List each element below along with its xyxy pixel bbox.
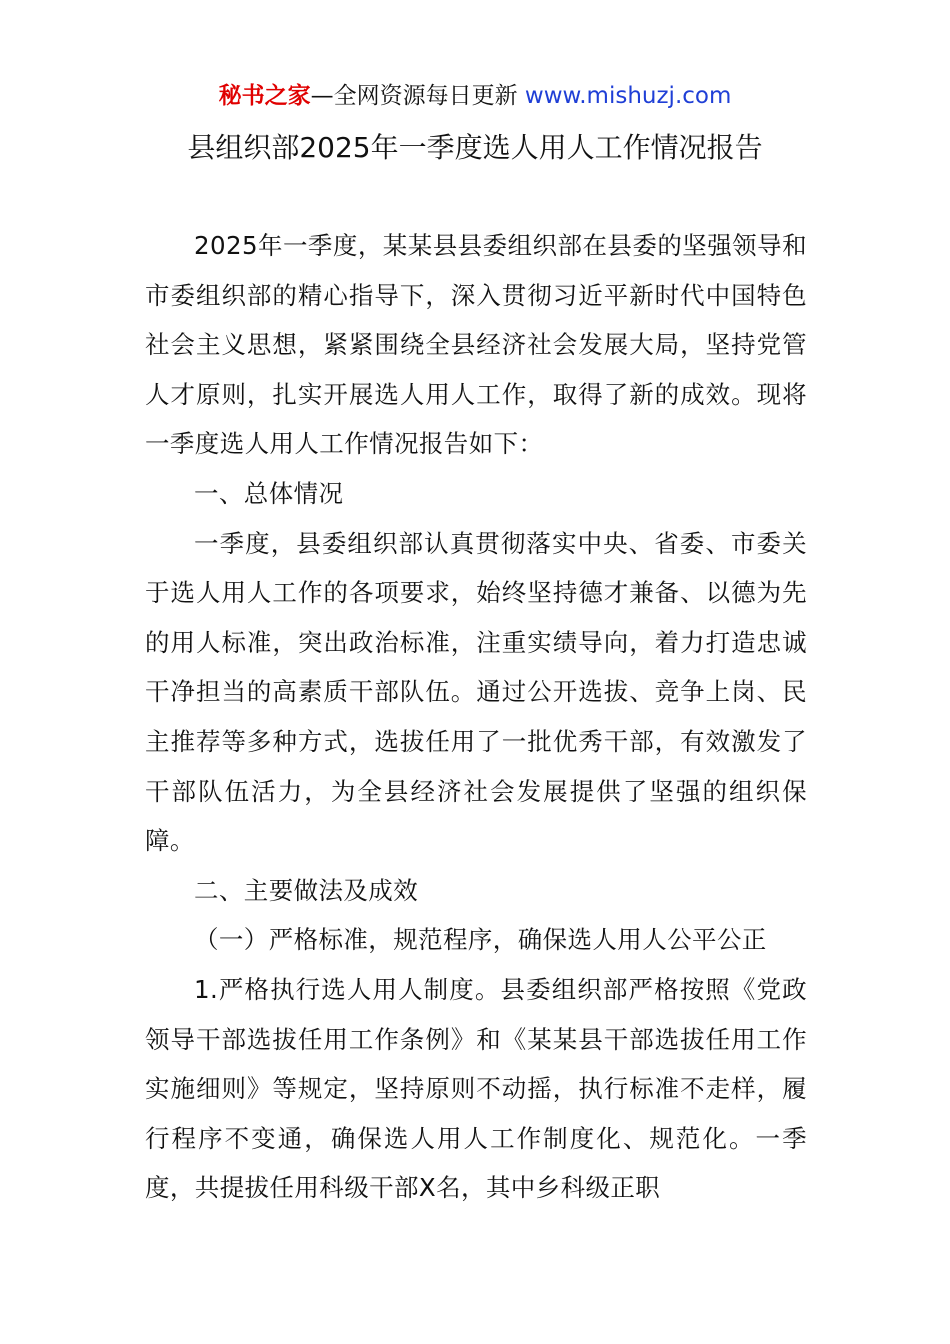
site-name: 秘书之家: [218, 83, 311, 109]
site-header: [0, 80, 950, 112]
site-url-link[interactable]: www.mishuzj.com: [524, 83, 732, 109]
overview-paragraph: 一季度，县委组织部认真贯彻落实中央、省委、市委关于选人用人工作的各项要求，始终坚持德才兼备、以德为先的用人标准，突出政治标准，注重实绩导向，着力打造忠诚干净担当的高素质干部队伍。通过公开选拔、竞争上岗、民主推荐等多种方式，选拔任用了一批优秀干部，有效激发了干部队伍活力，为全县经济社会发展提供了坚强的组织保障。: [145, 528, 807, 856]
section-heading-overview: 一、总体情况: [194, 478, 344, 508]
document-body: [145, 221, 807, 1213]
section-heading-practices: 二、主要做法及成效: [194, 875, 419, 905]
subsection-heading-standards: （一）严格标准，规范程序，确保选人用人公平公正: [194, 925, 767, 955]
site-slogan: —全网资源每日更新: [310, 83, 525, 109]
item-paragraph-system: 1.严格执行选人用人制度。县委组织部严格按照《党政领导干部选拔任用工作条例》和《某某县干部选拔任用工作实施细则》等规定，坚持原则不动摇，执行标准不走样，履行程序不变通，确保选人用人工作制度化、规范化。一季度，共提拔任用科级干部X名，其中乡科级正职: [145, 974, 807, 1203]
document-title: 县组织部2025年一季度选人用人工作情况报告: [187, 131, 763, 164]
intro-paragraph: 2025年一季度，某某县县委组织部在县委的坚强领导和市委组织部的精心指导下，深入贯彻习近平新时代中国特色社会主义思想，紧紧围绕全县经济社会发展大局，坚持党管人才原则，扎实开展选人用人工作，取得了新的成效。现将一季度选人用人工作情况报告如下：: [145, 231, 807, 459]
